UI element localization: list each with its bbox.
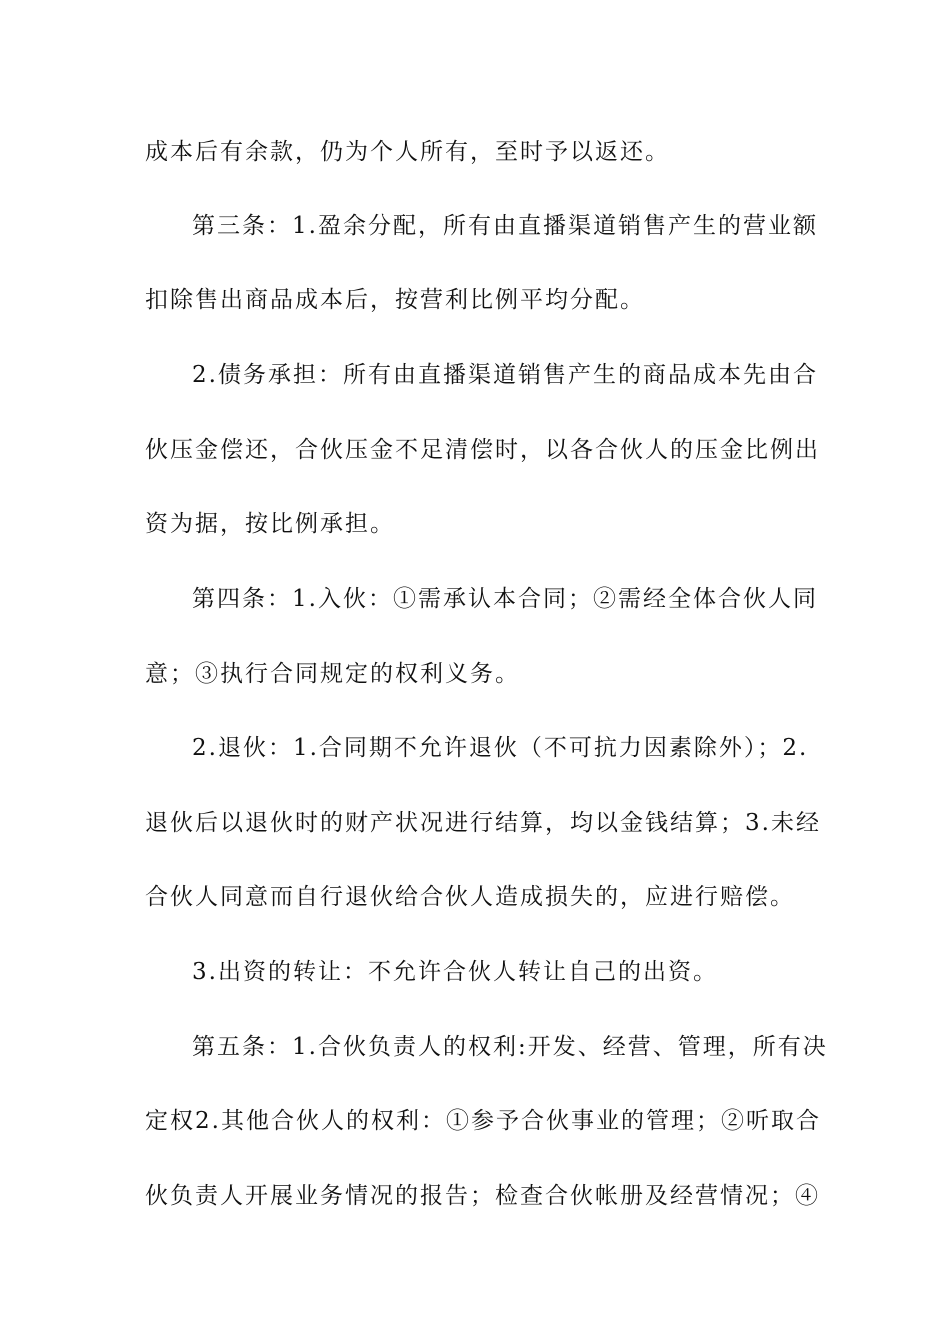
text-line: 扣除售出商品成本后，按营利比例平均分配。 [145, 287, 645, 313]
text-line: 资为据，按比例承担。 [145, 511, 395, 537]
text-line: 2.退伙：1.合同期不允许退伙（不可抗力因素除外）；2. [192, 735, 809, 761]
text-line: 成本后有余款，仍为个人所有，至时予以返还。 [145, 139, 670, 165]
text-line: 伙负责人开展业务情况的报告；检查合伙帐册及经营情况；④ [145, 1183, 820, 1209]
text-line: 伙压金偿还，合伙压金不足清偿时，以各合伙人的压金比例出 [145, 437, 820, 463]
text-line: 定权2.其他合伙人的权利：①参予合伙事业的管理；②听取合 [145, 1108, 821, 1134]
text-line: 合伙人同意而自行退伙给合伙人造成损失的，应进行赔偿。 [145, 884, 795, 910]
text-line: 2.债务承担：所有由直播渠道销售产生的商品成本先由合 [192, 362, 818, 388]
text-line: 第三条：1.盈余分配，所有由直播渠道销售产生的营业额 [192, 213, 818, 239]
text-line: 退伙后以退伙时的财产状况进行结算，均以金钱结算；3.未经 [145, 810, 821, 836]
text-line: 意；③执行合同规定的权利义务。 [145, 661, 520, 687]
text-line: 第四条：1.入伙：①需承认本合同；②需经全体合伙人同 [192, 586, 818, 612]
text-line: 第五条：1.合伙负责人的权利:开发、经营、管理，所有决 [192, 1034, 828, 1060]
text-line: 3.出资的转让：不允许合伙人转让自己的出资。 [192, 959, 718, 985]
